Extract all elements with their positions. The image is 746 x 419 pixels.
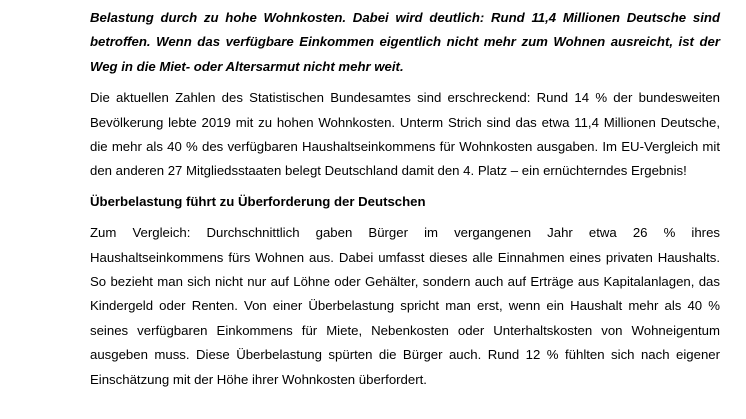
document-body — [90, 6, 720, 392]
body-paragraph-statistics: Die aktuellen Zahlen des Statistischen Bundesamtes sind erschreckend: Rund 14 % der bundesweiten Bevölkerung lebte 2019 mit zu hohen Wohnkosten. Unterm Strich sind das etwa 11,4 Millionen Deutsche, die mehr als 40 % des verfügbaren Haushaltseinkommens für Wohnkosten ausgaben. Im EU-Vergleich mit den anderen 27 Mitgliedsstaaten belegt Deutschland damit den 4. Platz – ein ernüchterndes Ergebnis! — [90, 90, 720, 179]
body-paragraph-comparison: Zum Vergleich: Durchschnittlich gaben Bürger im vergangenen Jahr etwa 26 % ihres Haushaltseinkommens fürs Wohnen aus. Dabei umfasst dieses alle Einnahmen eines privaten Haushalts. So bezieht man sich nicht nur auf Löhne oder Gehälter, sondern auch auf Erträge aus Kapitalanlagen, das Kindergeld oder Renten. Von einer Überbelastung spricht man erst, wenn ein Haushalt mehr als 40 % seines verfügbaren Einkommens für Miete, Nebenkosten oder Unterhaltskosten von Wohneigentum ausgeben muss. Diese Überbelastung spürten die Bürger auch. Rund 12 % fühlten sich nach eigener Einschätzung mit der Höhe ihrer Wohnkosten überfordert. — [90, 225, 720, 387]
lead-paragraph: Belastung durch zu hohe Wohnkosten. Dabei wird deutlich: Rund 11,4 Millionen Deutsche sind betroffen. Wenn das verfügbare Einkommen eigentlich nicht mehr zum Wohnen ausreicht, ist der Weg in die Miet- oder Altersarmut nicht mehr weit. — [90, 10, 720, 74]
section-heading: Überbelastung führt zu Überforderung der Deutschen — [90, 193, 426, 209]
